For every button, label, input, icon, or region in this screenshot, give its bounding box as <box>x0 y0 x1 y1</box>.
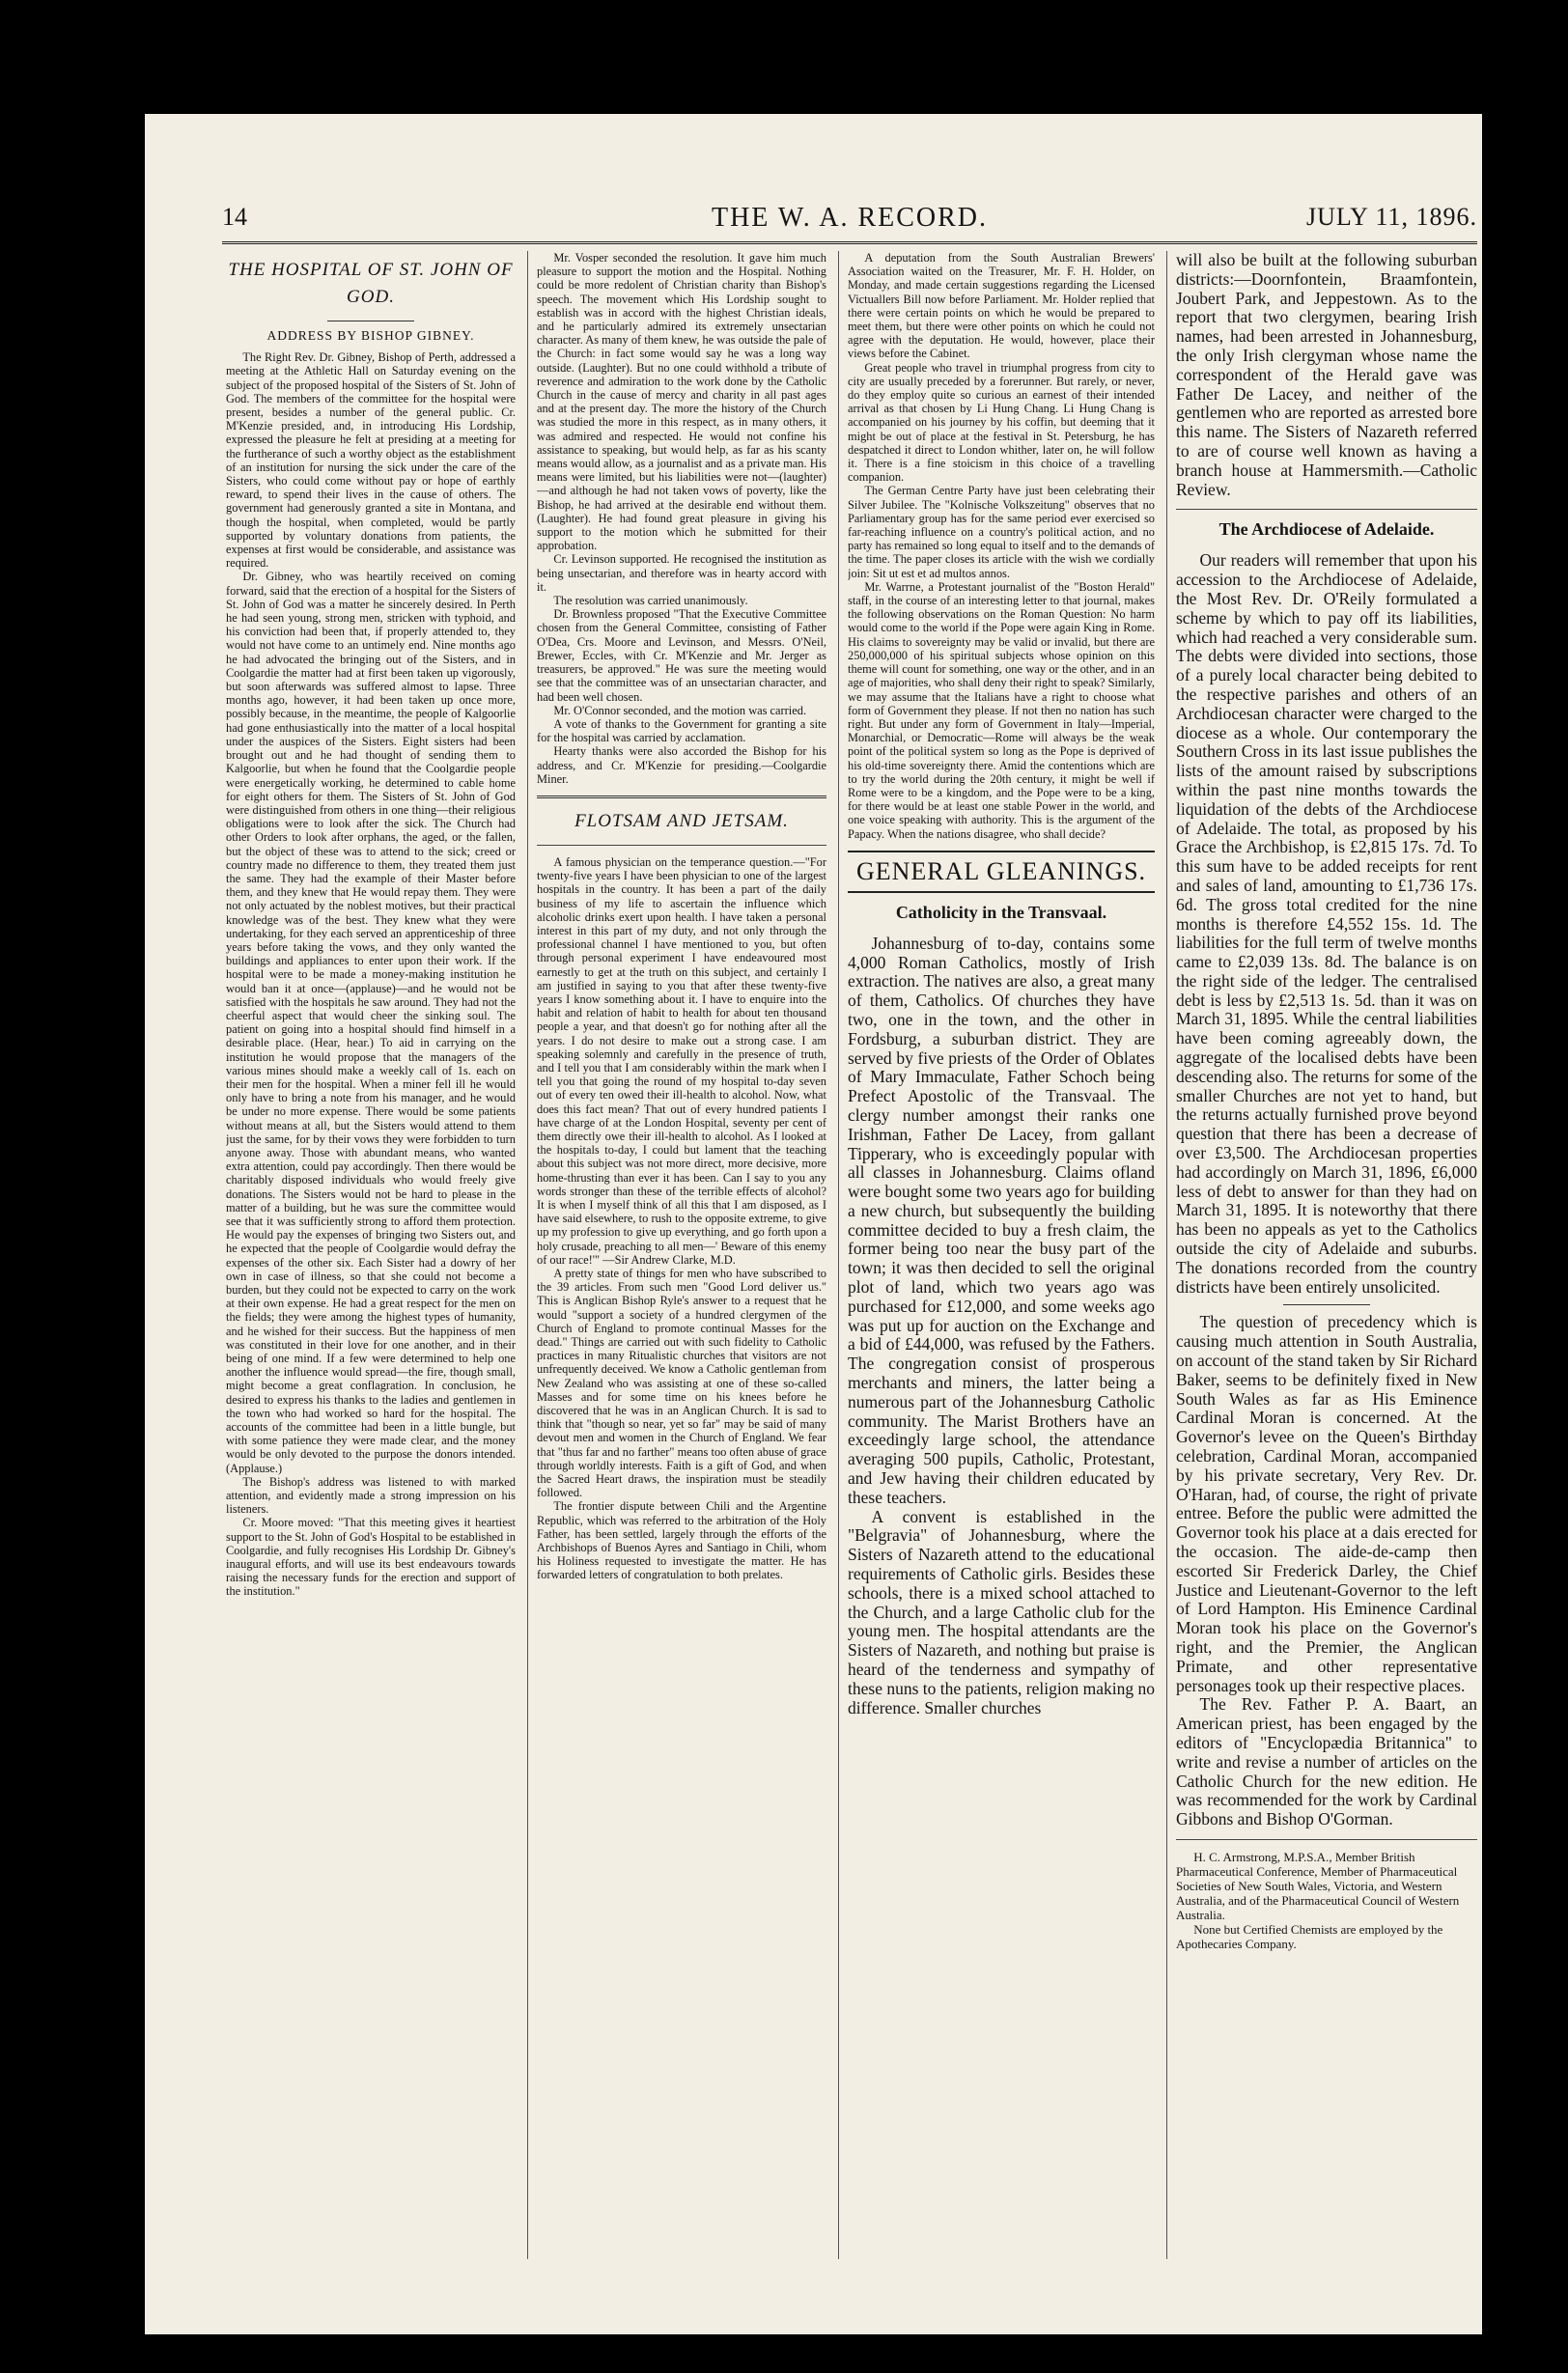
divider <box>1283 1304 1370 1305</box>
scan-mark <box>1526 898 1543 931</box>
page-header <box>222 203 1477 237</box>
paragraph: Dr. Brownless proposed "That the Executive Committee chosen from the General Committee, consisting of Father O'Dea, Crs. Moore and Levinson, and Messrs. O'Neil, Brewer, Eccles, with Cr. M'Kenzie and Mr. Jerger as treasurers, be approved." He was sure the meeting would see that the committee was of an unsectarian character, and had been well chosen. <box>537 607 826 704</box>
paragraph: Dr. Gibney, who was heartily received on coming forward, said that the erection of a hospital for the Sisters of St. John of God was a matter he sincerely desired. In Perth he had seen young, strong men, stricken with typhoid, and his conviction had been that, if properly attended to, they would not have come to an untimely end. Nine months ago he had advocated the bringing out of the Sisters, and in Coolgardie the matter had at first been taken up vigorously, but soon afterwards was suffered almost to lapse. Three months ago, however, it had been taken up once more, possibly because, in the meantime, the people of Kalgoorlie had gone enthusiastically into the matter of a local hospital under the auspices of the Sisters. Eight sisters had been brought out and he had thought of sending them to Kalgoorlie, but when he found that the Coolgardie people were energetically working, he determined to cable home for eight others for them. The Sisters of St. John of God were distinguished from others in one thing—their religious obligations were to look after the sick. The Church had other Orders to look after orphans, the aged, or the fallen, but the object of these was to attend to the sick; creed or country made no difference to them, they treated them just the same. They had the example of their Master before them, and they knew that He would repay them. They were not only actuated by the noblest motives, but their practical knowledge was of the best. They knew what they were undertaking, for they each served an apprenticeship of three years before taking the vows, and they only wanted the buildings and appliances to enter upon their work. If the hospital were to be made a money-making institution he would ban it at once—(applause)—and he would not be satisfied with the hospitals he saw around. They had not the cheerful aspect that would cheer the sinking soul. The patient on going into a hospital should find himself in a desirable place. (Hear, hear.) To aid in carrying on the institution he would propose that the managers of the various mines should make a weekly call of 1s. each on their men for the hospital. When a miner fell ill he would only have to bring a note from his manager, and he would be under no more expense. There would be some patients without means at all, but the Sisters would attend to them just the same, for by their vows they were forbidden to turn anyone away. Those with abundant means, who wanted extra attention, could pay accordingly. Then there would be charitably disposed individuals who would freely give donations. The Sisters would not be hard to please in the matter of a building, but he was sure the committee would see that it was sufficiently strong to afford them protection. He would pay the expenses of bringing two Sisters out, and he expected that the people of Coolgardie would defray the expenses of the other six. Each Sister had a dowry of her own in case of illness, so that she could not become a burden, but they could not be expected to carry on the work at their own expense. He had a great respect for the men on the fields; they were among the highest types of humanity, and he wished for their success. But the happiness of men was constituted in their love for one another, and in their being of one mind. If a few were determined to help one another the influence would spread—the fire, though small, might become a great conflagration. In conclusion, he desired to express his thanks to the ladies and gentlemen in the town who had worked so hard for the hospital. The accounts of the committee had been in a little bungle, but with some patience they were made clear, and the money would be only devoted to the purpose the donors intended. (Applause.) <box>226 570 516 1475</box>
scan-mark <box>1526 299 1543 332</box>
article-subtitle: ADDRESS BY BISHOP GIBNEY. <box>266 328 475 343</box>
column-3 <box>848 251 1155 2278</box>
paragraph: The Bishop's address was listened to with marked attention, and evidently made a strong impression on his listeners. <box>226 1474 516 1517</box>
paragraph: A pretty state of things for men who have subscribed to the 39 articles. From such men "Good Lord deliver us." This is Anglican Bishop Ryle's answer to a request that he would "support a society of a hundred clergymen of the Church of England to promote continual Masses for the dead." Things are carried out with such fidelity to Catholic practices in many Ritualistic churches that visitors are not unfrequently deceived. We know a Catholic gentleman from New Zealand who was assisting at one of these so-called Masses and for some time on his knees before he discovered that he was in an Anglican Church. It is sad to think that "though so near, yet so far" may be said of many devout men and women in the Church of England. We fear that "thus far and no farther" means too often abuse of grace through worldly interests. Faith is a gift of God, and when the Sacred Heart draws, the inspiration must be steadily followed. <box>537 1267 826 1500</box>
masthead: THE W. A. RECORD. <box>711 203 989 233</box>
column-rule <box>1166 251 1167 2259</box>
column-rule <box>838 251 839 2259</box>
divider <box>1176 509 1477 510</box>
column-4 <box>1176 251 1477 2278</box>
paragraph: Hearty thanks were also accorded the Bishop for his address, and Cr. M'Kenzie for presiding.—Coolgardie Miner. <box>537 744 826 786</box>
paragraph: The frontier dispute between Chili and the Argentine Republic, which was referred to the arbitration of the Holy Father, has been settled, largely through the efforts of the Archbishops of Buenos Ayres and Santiago in Chili, whom his Holiness requested to investigate the matter. He has forwarded letters of congratulation to both prelates. <box>537 1499 826 1582</box>
newspaper-page <box>145 114 1482 2334</box>
paragraph: Mr. O'Connor seconded, and the motion was carried. <box>553 703 807 717</box>
paragraph: Johannesburg of to-day, contains some 4,000 Roman Catholics, mostly of Irish extraction. The natives are also, a great many of them, Catholics. Of churches they have two, one in the town, and the other in Fordsburg, a suburban district. They are served by five priests of the Order of Oblates of Mary Immaculate, Father Schoch being Prefect Apostolic of the Transvaal. The clergy number amongst their ranks one Irishman, Father De Lacey, from gallant Tipperary, who is exceedingly popular with all classes in Johannesburg. Claims ofland were bought some two years ago for building a new church, but subsequently the building committee decided to buy a fresh claim, the former being too near the busy part of the town; it was then decided to sell the original plot of land, which two years ago was purchased for £12,000, and some weeks ago was put up for auction on the Exchange and a bid of £44,000, was refused by the Fathers. The congregation consist of prosperous merchants and miners, the latter being a numerous part of the Johannesburg Catholic community. The Marist Brothers have an exceedingly large school, the attendance averaging 500 pupils, Catholic, Protestant, and Jew having their children educated by these teachers. <box>848 933 1155 1507</box>
paragraph: A famous physician on the temperance question.—"For twenty-five years I have been physician to one of the largest hospitals in the country. It has been a part of the daily business of my life to ascertain the influence which alcoholic drinks exert upon health. I have taken a personal interest in this part of my duty, and not only through the professional channel I have mentioned to you, but often through personal experiment I have endeavoured most earnestly to get at the truth on this subject, and certainly I am justified in saying to you that after these twenty-five years I know something about it. I have to enquire into the habit and relation of habit to health for about ten thousand people a year, and that doesn't go for nothing after all the years. I do not desire to make out a strong case. I am speaking solemnly and carefully in the presence of truth, and I tell you that I am considerably within the mark when I tell you that going the round of my hospital to-day seven out of every ten owed their ill-health to alcohol. Now, what does this fact mean? That out of every hundred patients I have charge of at the London Hospital, seventy per cent of them directly owe their ill-health to alcohol. As I looked at the hospitals to-day, I could but lament that the teaching about this subject was not more direct, more decisive, more home-thrusting than ever it has been. Can I say to you any words stronger than these of the terrible effects of alcohol? It is when I myself think of all this that I am disposed, as I have said elsewhere, to rush to the opposite extreme, to give up my profession to give up everything, and go forth upon a holy crusade, preaching to all men—' Beware of this enemy of our race!'" —Sir Andrew Clarke, M.D. <box>537 854 826 1267</box>
article-title-adelaide: The Archdiocese of Adelaide. <box>1218 519 1435 540</box>
paragraph: The German Centre Party have just been celebrating their Silver Jubilee. The "Kolnische Volkszeitung" observes that no Parliamentary group has for the same period ever exercised so far-reaching influence on a country's political action, and no party has remained so long equal to itself and to the demands of the time. The paper closes its article with the wish we cordially join: Sit ut est et ad multos annos. <box>848 484 1155 580</box>
paragraph: Our readers will remember that upon his accession to the Archdiocese of Adelaide, the Most Rev. Dr. O'Reily formulated a scheme by which to pay off its liabilities, which had reached a very considerable sum. The debts were divided into sections, those of a purely local character being debited to the respective parishes and others of an Archdiocesan character were charged to the diocese as a whole. Our contemporary the Southern Cross in its last issue publishes the lists of the amount raised by subscriptions within the past nine months towards the liquidation of the debts of the Archdiocese of Adelaide. The total, as proposed by his Grace the Archbishop, is £2,815 17s. 7d. To this sum have to be added receipts for rent and sales of land, amounting to £1,736 17s. 6d. The gross total credited for the nine months is therefore £4,552 15s. 1d. The liabilities for the full term of twelve months came to £2,039 13s. 8d. The balance is on the right side of the ledger. The centralised debt is less by £2,513 1s. 5d. than it was on March 31, 1895. While the central liabilities have been coming agreeably down, the aggregate of the localised debts have been descending also. The returns for some of the smaller Churches are not yet to hand, but the returns actually furnished prove beyond question that there has been a decrease of over £3,500. The Archdiocesan properties had accordingly on March 31, 1896, £6,000 less of debt to answer for than they had on March 31, 1895. It is noteworthy that there has been no appeals as yet to the Catholics outside the city of Adelaide and suburbs. The donations recorded from the country districts have been entirely unsolicited. <box>1176 550 1477 1297</box>
page-number: 14 <box>222 203 247 231</box>
paragraph: The Rev. Father P. A. Baart, an American priest, has been engaged by the editors of "Encyclopædia Britannica" to write and revise a number of articles on the Catholic Church for the new edition. He was recommended for the work by Cardinal Gibbons and Bishop O'Gorman. <box>1176 1694 1477 1829</box>
paragraph: The Right Rev. Dr. Gibney, Bishop of Perth, addressed a meeting at the Athletic Hall on Saturday evening on the subject of the proposed hospital of the Sisters of St. John of God. The members of the committee for the hospital were present, besides a number of the general public. Cr. M'Kenzie presided, and, in introducing His Lordship, expressed the pleasure he felt at presiding at a meeting for the furtherance of such a worthy object as the establishment of an institution for nursing the sick under the care of the Sisters, who could come without pay or hope of earthly reward, to spend their lives in the cause of others. The government had generously granted a site in Montana, and though the hospital, when completed, would be partly supported by voluntary donations from patients, the expenses at first would be considerable, and assistance was required. <box>226 350 516 571</box>
column-rule <box>527 251 528 2259</box>
paragraph: Great people who travel in triumphal progress from city to city are usually preceded by a forerunner. But rarely, or never, do they employ quite so curious an earnest of their intended arrival as that chosen by Li Hung Chang. Li Hung Chang is accompanied on his journey by his coffin, but deeming that it might be out of place at the festival in St. Petersburg, he has despatched it direct to London whither, later on, he will follow it. There is a fine stoicism in this choice of a travelling companion. <box>848 360 1155 485</box>
column-1 <box>226 251 516 2278</box>
divider <box>537 796 826 798</box>
paragraph: Cr. Levinson supported. He recognised the institution as being unsectarian, and therefore was in hearty accord with it. <box>537 552 826 594</box>
paragraph: will also be built at the following suburban districts:—Doornfontein, Braamfontein, Joubert Park, and Jeppestown. As to the report that two clergymen, bearing Irish names, had been arrested in Johannesburg, the only Irish clergyman whose name the correspondent of the Herald gave was Father De Lacey, and neither of the gentlemen who are reported as arrested bore this name. The Sisters of Nazareth referred to are of course well known as having a branch house at Hammersmith.—Catholic Review. <box>1176 251 1477 499</box>
column-2 <box>537 251 826 2278</box>
divider <box>537 845 826 846</box>
section-title-flotsam: FLOTSAM AND JETSAM. <box>574 810 789 831</box>
paragraph: Mr. Vosper seconded the resolution. It gave him much pleasure to support the motion and the Hospital. Nothing could be more redolent of Christian charity than Bishop's speech. The movement which His Lordship sought to establish was in accord with the highest Christian ideals, and he particularly admired its extremely unsectarian character. As many of them knew, he was outside the pale of the Church: in fact some would say he was a long way outside. (Laughter). But no one could withhold a tribute of reverence and admiration to the work done by the Catholic Church in the cause of mercy and charity in all past ages and at the present day. The more the history of the Church was studied the more in this respect, as in many others, it was admired and respected. He would not confine his assistance to speaking, but would help, as far as his scanty means would allow, as a journalist and as a private man. His means were limited, but his liabilities were not—(laughter)—and although he had not taken vows of poverty, like the Bishop, he had arrived at the desirable end without them. (Laughter). He had found great pleasure in giving his support to the motion which he submitted for their approbation. <box>537 251 826 553</box>
notice-line: H. C. Armstrong, M.P.S.A., Member British Pharmaceutical Conference, Member of Pharmaceutical Societies of New South Wales, Victoria, and Western Australia, and of the Pharmaceutical Council of Western Australia. <box>1176 1849 1460 1922</box>
scan-mark <box>1526 2076 1543 2108</box>
article-title-hospital: THE HOSPITAL OF ST. JOHN OF GOD. <box>228 260 514 307</box>
paragraph: Mr. Warrne, a Protestant journalist of the "Boston Herald" staff, in the course of an interesting letter to that journal, makes the following observations on the Roman Question: No harm would come to the world if the Pope were again King in Rome. His claims to sovereignty may be valid or invalid, but there are 250,000,000 of his spiritual subjects whose opinion on this theme will count for something, one way or the other, and in an age of majorities, who shall deny their right to speak? Similarly, we may assume that the Italians have a right to choose what form of Government they please. If not then no nation has such right. But under any form of Government in Italy—Imperial, Monarchial, or Democratic—Rome will always be the weak point of the political system so long as the Pope is deprived of his old-time sovereignty there. Amid the contentions which are to try the world during the 20th century, it might be well if Rome were to be a kingdom, and the Pope were to be a king, for there would be at least one stable Power in the world, and one voice speaking with authority. This is the argument of the Papacy. When the nations disagree, who shall decide? <box>848 579 1155 841</box>
header-rule <box>222 241 1477 244</box>
advertisement-notice <box>1176 1850 1477 1951</box>
scan-mark <box>1526 1477 1543 1510</box>
section-title-gleanings: GENERAL GLEANINGS. <box>848 851 1155 893</box>
paragraph: A vote of thanks to the Government for granting a site for the hospital was carried by acclamation. <box>537 716 826 745</box>
paragraph: A convent is established in the "Belgravia" of Johannesburg, where the Sisters of Nazareth attend to the educational requirements of Catholic girls. Besides these schools, there is a mixed school attached to the Church, and a large Catholic club for the young men. The hospital attendants are the Sisters of Nazareth, and nothing but praise is heard of the tenderness and sympathy of these nuns to the patients, religion making no difference. Smaller churches <box>848 1506 1155 1717</box>
paragraph: A deputation from the South Australian Brewers' Association waited on the Treasurer, Mr. F. H. Holder, on Monday, and made certain suggestions regarding the Licensed Victuallers Bill now before Parliament. Mr. Holder replied that there were certain points on which he would be prepared to meet them, but there were other points on which he could not agree with the deputation. He would, however, place their views before the Cabinet. <box>848 251 1155 361</box>
notice-line: None but Certified Chemists are employed by the Apothecaries Company. <box>1176 1921 1443 1951</box>
paragraph: Cr. Moore moved: "That this meeting gives it heartiest support to the St. John of God's Hospital to be established in Coolgardie, and fully recognises His Lordship Dr. Gibney's inaugural efforts, and will use its best endeavours towards raising the necessary funds for the erection and support of the institution." <box>226 1516 516 1599</box>
paragraph: The resolution was carried unanimously. <box>553 594 748 608</box>
paragraph: The question of precedency which is causing much attention in South Australia, on account of the stand taken by Sir Richard Baker, seems to be definitely fixed in New South Wales as far as His Eminence Cardinal Moran is concerned. At the Governor's levee on the Queen's Birthday celebration, Cardinal Moran, accompanied by his private secretary, Very Rev. Dr. O'Haran, had, of course, the right of private entree. Before the public were admitted the Governor took his place at a dais erected for the occasion. The aide-de-camp then escorted Sir Frederick Darley, the Chief Justice and Lieutenant-Governor to the left of Lord Hampton. His Eminence Cardinal Moran took his place on the Governor's right, and the Premier, the Anglican Primate, and other representative personages took up their respective places. <box>1176 1312 1477 1695</box>
article-title-transvaal: Catholicity in the Transvaal. <box>895 902 1107 922</box>
issue-date: JULY 11, 1896. <box>1305 203 1477 231</box>
divider <box>1176 1839 1477 1840</box>
